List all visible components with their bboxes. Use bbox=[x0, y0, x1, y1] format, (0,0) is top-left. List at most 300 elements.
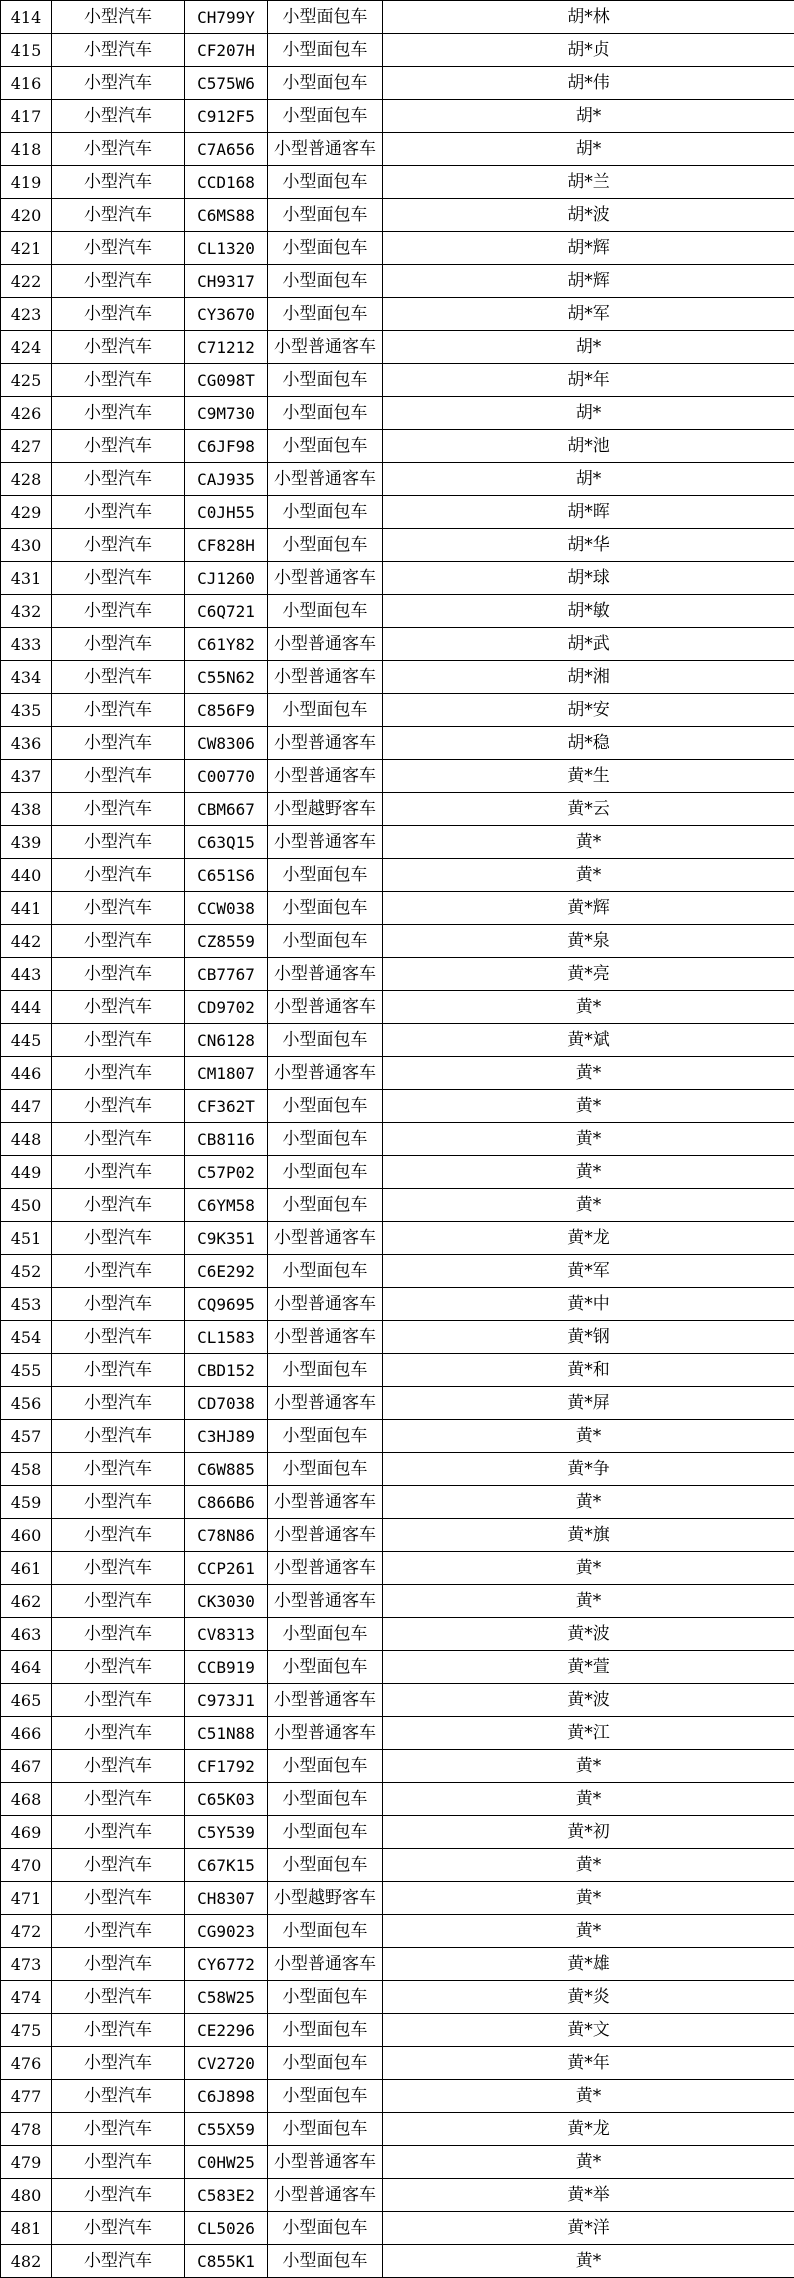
vehicle-category-cell: 小型汽车 bbox=[52, 1057, 185, 1090]
row-number-cell: 467 bbox=[1, 1750, 52, 1783]
table-row bbox=[1, 1882, 794, 1915]
plate-number-cell: C55N62 bbox=[185, 661, 268, 694]
vehicle-category-cell: 小型汽车 bbox=[52, 463, 185, 496]
owner-name-cell: 黄*斌 bbox=[383, 1024, 794, 1057]
vehicle-model-cell: 小型面包车 bbox=[268, 1816, 383, 1849]
plate-number-cell: CH9317 bbox=[185, 265, 268, 298]
row-number-cell: 429 bbox=[1, 496, 52, 529]
table-row bbox=[1, 529, 794, 562]
owner-name-cell: 胡*稳 bbox=[383, 727, 794, 760]
row-number-cell: 473 bbox=[1, 1948, 52, 1981]
vehicle-model-cell: 小型面包车 bbox=[268, 1024, 383, 1057]
table-row bbox=[1, 2146, 794, 2179]
table-row bbox=[1, 1222, 794, 1255]
plate-number-cell: C6MS88 bbox=[185, 199, 268, 232]
plate-number-cell: CL5026 bbox=[185, 2212, 268, 2245]
vehicle-category-cell: 小型汽车 bbox=[52, 1024, 185, 1057]
vehicle-model-cell: 小型面包车 bbox=[268, 1156, 383, 1189]
row-number-cell: 478 bbox=[1, 2113, 52, 2146]
row-number-cell: 423 bbox=[1, 298, 52, 331]
vehicle-model-cell: 小型面包车 bbox=[268, 232, 383, 265]
row-number-cell: 454 bbox=[1, 1321, 52, 1354]
vehicle-category-cell: 小型汽车 bbox=[52, 892, 185, 925]
row-number-cell: 422 bbox=[1, 265, 52, 298]
row-number-cell: 441 bbox=[1, 892, 52, 925]
row-number-cell: 462 bbox=[1, 1585, 52, 1618]
vehicle-model-cell: 小型面包车 bbox=[268, 892, 383, 925]
table-row bbox=[1, 727, 794, 760]
vehicle-model-cell: 小型面包车 bbox=[268, 1783, 383, 1816]
owner-name-cell: 黄* bbox=[383, 1156, 794, 1189]
plate-number-cell: CV2720 bbox=[185, 2047, 268, 2080]
vehicle-category-cell: 小型汽车 bbox=[52, 331, 185, 364]
vehicle-model-cell: 小型面包车 bbox=[268, 2014, 383, 2047]
vehicle-model-cell: 小型普通客车 bbox=[268, 463, 383, 496]
owner-name-cell: 黄*和 bbox=[383, 1354, 794, 1387]
table-row bbox=[1, 1948, 794, 1981]
table-row bbox=[1, 34, 794, 67]
table-row bbox=[1, 496, 794, 529]
row-number-cell: 427 bbox=[1, 430, 52, 463]
vehicle-category-cell: 小型汽车 bbox=[52, 265, 185, 298]
vehicle-category-cell: 小型汽车 bbox=[52, 1585, 185, 1618]
vehicle-model-cell: 小型面包车 bbox=[268, 496, 383, 529]
row-number-cell: 475 bbox=[1, 2014, 52, 2047]
vehicle-category-cell: 小型汽车 bbox=[52, 1981, 185, 2014]
table-row bbox=[1, 1486, 794, 1519]
vehicle-model-cell: 小型普通客车 bbox=[268, 661, 383, 694]
plate-number-cell: CE2296 bbox=[185, 2014, 268, 2047]
row-number-cell: 415 bbox=[1, 34, 52, 67]
table-row bbox=[1, 562, 794, 595]
owner-name-cell: 胡*贞 bbox=[383, 34, 794, 67]
vehicle-category-cell: 小型汽车 bbox=[52, 661, 185, 694]
owner-name-cell: 黄*初 bbox=[383, 1816, 794, 1849]
owner-name-cell: 黄* bbox=[383, 2245, 794, 2278]
row-number-cell: 448 bbox=[1, 1123, 52, 1156]
owner-name-cell: 黄* bbox=[383, 1750, 794, 1783]
vehicle-model-cell: 小型面包车 bbox=[268, 1255, 383, 1288]
plate-number-cell: C912F5 bbox=[185, 100, 268, 133]
vehicle-model-cell: 小型面包车 bbox=[268, 1849, 383, 1882]
table-row bbox=[1, 2113, 794, 2146]
owner-name-cell: 胡*武 bbox=[383, 628, 794, 661]
vehicle-model-cell: 小型面包车 bbox=[268, 1915, 383, 1948]
table-row bbox=[1, 628, 794, 661]
vehicle-model-cell: 小型普通客车 bbox=[268, 628, 383, 661]
plate-number-cell: C6J898 bbox=[185, 2080, 268, 2113]
table-row bbox=[1, 463, 794, 496]
plate-number-cell: CH799Y bbox=[185, 1, 268, 34]
row-number-cell: 431 bbox=[1, 562, 52, 595]
row-number-cell: 471 bbox=[1, 1882, 52, 1915]
table-row bbox=[1, 2080, 794, 2113]
owner-name-cell: 黄*中 bbox=[383, 1288, 794, 1321]
table-row bbox=[1, 1684, 794, 1717]
plate-number-cell: CCW038 bbox=[185, 892, 268, 925]
vehicle-model-cell: 小型面包车 bbox=[268, 1090, 383, 1123]
row-number-cell: 457 bbox=[1, 1420, 52, 1453]
plate-number-cell: C57P02 bbox=[185, 1156, 268, 1189]
plate-number-cell: CBD152 bbox=[185, 1354, 268, 1387]
vehicle-category-cell: 小型汽车 bbox=[52, 694, 185, 727]
owner-name-cell: 黄*龙 bbox=[383, 1222, 794, 1255]
vehicle-category-cell: 小型汽车 bbox=[52, 1, 185, 34]
owner-name-cell: 胡* bbox=[383, 100, 794, 133]
table-row bbox=[1, 364, 794, 397]
vehicle-category-cell: 小型汽车 bbox=[52, 1783, 185, 1816]
plate-number-cell: CB8116 bbox=[185, 1123, 268, 1156]
table-row bbox=[1, 793, 794, 826]
table-row bbox=[1, 397, 794, 430]
owner-name-cell: 胡*年 bbox=[383, 364, 794, 397]
row-number-cell: 447 bbox=[1, 1090, 52, 1123]
table-row bbox=[1, 1816, 794, 1849]
plate-number-cell: CZ8559 bbox=[185, 925, 268, 958]
vehicle-category-cell: 小型汽车 bbox=[52, 1849, 185, 1882]
table-row bbox=[1, 859, 794, 892]
table-row bbox=[1, 1123, 794, 1156]
plate-number-cell: C63Q15 bbox=[185, 826, 268, 859]
vehicle-model-cell: 小型面包车 bbox=[268, 694, 383, 727]
owner-name-cell: 胡* bbox=[383, 133, 794, 166]
vehicle-model-cell: 小型面包车 bbox=[268, 859, 383, 892]
owner-name-cell: 黄*炎 bbox=[383, 1981, 794, 2014]
table-row bbox=[1, 2212, 794, 2245]
owner-name-cell: 黄* bbox=[383, 1420, 794, 1453]
row-number-cell: 433 bbox=[1, 628, 52, 661]
table-row bbox=[1, 1618, 794, 1651]
plate-number-cell: CL1320 bbox=[185, 232, 268, 265]
vehicle-model-cell: 小型面包车 bbox=[268, 166, 383, 199]
row-number-cell: 437 bbox=[1, 760, 52, 793]
vehicle-category-cell: 小型汽车 bbox=[52, 1453, 185, 1486]
row-number-cell: 472 bbox=[1, 1915, 52, 1948]
row-number-cell: 455 bbox=[1, 1354, 52, 1387]
table-row bbox=[1, 1849, 794, 1882]
table-row bbox=[1, 892, 794, 925]
plate-number-cell: CH8307 bbox=[185, 1882, 268, 1915]
vehicle-category-cell: 小型汽车 bbox=[52, 727, 185, 760]
vehicle-category-cell: 小型汽车 bbox=[52, 1915, 185, 1948]
vehicle-category-cell: 小型汽车 bbox=[52, 1684, 185, 1717]
owner-name-cell: 黄*争 bbox=[383, 1453, 794, 1486]
vehicle-category-cell: 小型汽车 bbox=[52, 2179, 185, 2212]
plate-number-cell: CCP261 bbox=[185, 1552, 268, 1585]
table-row bbox=[1, 661, 794, 694]
vehicle-model-cell: 小型面包车 bbox=[268, 2080, 383, 2113]
owner-name-cell: 胡*安 bbox=[383, 694, 794, 727]
owner-name-cell: 黄* bbox=[383, 1057, 794, 1090]
owner-name-cell: 黄* bbox=[383, 1783, 794, 1816]
vehicle-category-cell: 小型汽车 bbox=[52, 67, 185, 100]
row-number-cell: 465 bbox=[1, 1684, 52, 1717]
row-number-cell: 482 bbox=[1, 2245, 52, 2278]
table-row bbox=[1, 925, 794, 958]
owner-name-cell: 黄* bbox=[383, 826, 794, 859]
vehicle-model-cell: 小型普通客车 bbox=[268, 1486, 383, 1519]
row-number-cell: 425 bbox=[1, 364, 52, 397]
row-number-cell: 463 bbox=[1, 1618, 52, 1651]
plate-number-cell: C651S6 bbox=[185, 859, 268, 892]
row-number-cell: 453 bbox=[1, 1288, 52, 1321]
owner-name-cell: 黄* bbox=[383, 2080, 794, 2113]
row-number-cell: 444 bbox=[1, 991, 52, 1024]
vehicle-model-cell: 小型面包车 bbox=[268, 1750, 383, 1783]
plate-number-cell: CK3030 bbox=[185, 1585, 268, 1618]
plate-number-cell: C866B6 bbox=[185, 1486, 268, 1519]
owner-name-cell: 黄* bbox=[383, 1849, 794, 1882]
vehicle-model-cell: 小型面包车 bbox=[268, 67, 383, 100]
plate-number-cell: C583E2 bbox=[185, 2179, 268, 2212]
owner-name-cell: 黄*军 bbox=[383, 1255, 794, 1288]
owner-name-cell: 黄* bbox=[383, 1189, 794, 1222]
vehicle-model-cell: 小型面包车 bbox=[268, 1981, 383, 2014]
vehicle-category-cell: 小型汽车 bbox=[52, 2113, 185, 2146]
vehicle-category-cell: 小型汽车 bbox=[52, 430, 185, 463]
vehicle-category-cell: 小型汽车 bbox=[52, 298, 185, 331]
plate-number-cell: C51N88 bbox=[185, 1717, 268, 1750]
vehicle-model-cell: 小型普通客车 bbox=[268, 1387, 383, 1420]
vehicle-category-cell: 小型汽车 bbox=[52, 100, 185, 133]
vehicle-category-cell: 小型汽车 bbox=[52, 166, 185, 199]
vehicle-model-cell: 小型普通客车 bbox=[268, 1717, 383, 1750]
vehicle-category-cell: 小型汽车 bbox=[52, 133, 185, 166]
vehicle-model-cell: 小型普通客车 bbox=[268, 958, 383, 991]
row-number-cell: 466 bbox=[1, 1717, 52, 1750]
row-number-cell: 436 bbox=[1, 727, 52, 760]
plate-number-cell: CF1792 bbox=[185, 1750, 268, 1783]
plate-number-cell: C65K03 bbox=[185, 1783, 268, 1816]
vehicle-model-cell: 小型面包车 bbox=[268, 1354, 383, 1387]
table-row bbox=[1, 298, 794, 331]
plate-number-cell: CCB919 bbox=[185, 1651, 268, 1684]
plate-number-cell: C00770 bbox=[185, 760, 268, 793]
table-row bbox=[1, 1453, 794, 1486]
row-number-cell: 428 bbox=[1, 463, 52, 496]
table-row bbox=[1, 1156, 794, 1189]
vehicle-category-cell: 小型汽车 bbox=[52, 1189, 185, 1222]
owner-name-cell: 黄* bbox=[383, 1585, 794, 1618]
table-row bbox=[1, 1387, 794, 1420]
vehicle-category-cell: 小型汽车 bbox=[52, 2014, 185, 2047]
vehicle-model-cell: 小型越野客车 bbox=[268, 1882, 383, 1915]
table-row bbox=[1, 100, 794, 133]
plate-number-cell: C855K1 bbox=[185, 2245, 268, 2278]
vehicle-category-cell: 小型汽车 bbox=[52, 1090, 185, 1123]
vehicle-model-cell: 小型面包车 bbox=[268, 2047, 383, 2080]
plate-number-cell: C6W885 bbox=[185, 1453, 268, 1486]
table-row bbox=[1, 1321, 794, 1354]
plate-number-cell: CCD168 bbox=[185, 166, 268, 199]
vehicle-model-cell: 小型普通客车 bbox=[268, 133, 383, 166]
table-row bbox=[1, 1057, 794, 1090]
table-row bbox=[1, 595, 794, 628]
plate-number-cell: C856F9 bbox=[185, 694, 268, 727]
plate-number-cell: C61Y82 bbox=[185, 628, 268, 661]
row-number-cell: 451 bbox=[1, 1222, 52, 1255]
vehicle-category-cell: 小型汽车 bbox=[52, 2146, 185, 2179]
row-number-cell: 468 bbox=[1, 1783, 52, 1816]
table-row bbox=[1, 232, 794, 265]
table-row bbox=[1, 2014, 794, 2047]
table-row bbox=[1, 1915, 794, 1948]
vehicle-model-cell: 小型面包车 bbox=[268, 2113, 383, 2146]
plate-number-cell: CG9023 bbox=[185, 1915, 268, 1948]
vehicle-category-cell: 小型汽车 bbox=[52, 1288, 185, 1321]
owner-name-cell: 黄*钢 bbox=[383, 1321, 794, 1354]
plate-number-cell: CY3670 bbox=[185, 298, 268, 331]
owner-name-cell: 胡*辉 bbox=[383, 265, 794, 298]
vehicle-model-cell: 小型普通客车 bbox=[268, 991, 383, 1024]
vehicle-model-cell: 小型面包车 bbox=[268, 1189, 383, 1222]
row-number-cell: 438 bbox=[1, 793, 52, 826]
vehicle-category-cell: 小型汽车 bbox=[52, 34, 185, 67]
owner-name-cell: 胡*辉 bbox=[383, 232, 794, 265]
owner-name-cell: 黄*屏 bbox=[383, 1387, 794, 1420]
vehicle-category-cell: 小型汽车 bbox=[52, 2080, 185, 2113]
vehicle-category-cell: 小型汽车 bbox=[52, 1948, 185, 1981]
vehicle-category-cell: 小型汽车 bbox=[52, 991, 185, 1024]
plate-number-cell: C5Y539 bbox=[185, 1816, 268, 1849]
row-number-cell: 442 bbox=[1, 925, 52, 958]
vehicle-category-cell: 小型汽车 bbox=[52, 1882, 185, 1915]
row-number-cell: 450 bbox=[1, 1189, 52, 1222]
vehicle-category-cell: 小型汽车 bbox=[52, 364, 185, 397]
vehicle-model-cell: 小型越野客车 bbox=[268, 793, 383, 826]
plate-number-cell: CG098T bbox=[185, 364, 268, 397]
vehicle-category-cell: 小型汽车 bbox=[52, 1486, 185, 1519]
table-row bbox=[1, 1585, 794, 1618]
row-number-cell: 420 bbox=[1, 199, 52, 232]
plate-number-cell: C78N86 bbox=[185, 1519, 268, 1552]
table-row bbox=[1, 1717, 794, 1750]
vehicle-category-cell: 小型汽车 bbox=[52, 1222, 185, 1255]
vehicle-category-cell: 小型汽车 bbox=[52, 826, 185, 859]
table-row bbox=[1, 166, 794, 199]
table-row bbox=[1, 694, 794, 727]
plate-number-cell: C9K351 bbox=[185, 1222, 268, 1255]
plate-number-cell: C3HJ89 bbox=[185, 1420, 268, 1453]
vehicle-model-cell: 小型面包车 bbox=[268, 1453, 383, 1486]
table-row bbox=[1, 1354, 794, 1387]
vehicle-model-cell: 小型普通客车 bbox=[268, 1552, 383, 1585]
vehicle-category-cell: 小型汽车 bbox=[52, 2047, 185, 2080]
table-row bbox=[1, 1651, 794, 1684]
plate-number-cell: C973J1 bbox=[185, 1684, 268, 1717]
vehicle-category-cell: 小型汽车 bbox=[52, 1552, 185, 1585]
vehicle-category-cell: 小型汽车 bbox=[52, 793, 185, 826]
owner-name-cell: 黄*龙 bbox=[383, 2113, 794, 2146]
vehicle-model-cell: 小型面包车 bbox=[268, 397, 383, 430]
vehicle-model-cell: 小型普通客车 bbox=[268, 727, 383, 760]
owner-name-cell: 黄* bbox=[383, 1090, 794, 1123]
vehicle-model-cell: 小型面包车 bbox=[268, 595, 383, 628]
table-row bbox=[1, 958, 794, 991]
vehicle-category-cell: 小型汽车 bbox=[52, 1156, 185, 1189]
vehicle-model-cell: 小型面包车 bbox=[268, 1420, 383, 1453]
owner-name-cell: 黄*波 bbox=[383, 1618, 794, 1651]
vehicle-category-cell: 小型汽车 bbox=[52, 628, 185, 661]
plate-number-cell: C0HW25 bbox=[185, 2146, 268, 2179]
table-row bbox=[1, 1024, 794, 1057]
row-number-cell: 417 bbox=[1, 100, 52, 133]
owner-name-cell: 黄*亮 bbox=[383, 958, 794, 991]
plate-number-cell: CV8313 bbox=[185, 1618, 268, 1651]
vehicle-category-cell: 小型汽车 bbox=[52, 595, 185, 628]
owner-name-cell: 胡*伟 bbox=[383, 67, 794, 100]
vehicle-category-cell: 小型汽车 bbox=[52, 1420, 185, 1453]
vehicle-category-cell: 小型汽车 bbox=[52, 1387, 185, 1420]
vehicle-model-cell: 小型面包车 bbox=[268, 364, 383, 397]
plate-number-cell: C6Q721 bbox=[185, 595, 268, 628]
vehicle-model-cell: 小型普通客车 bbox=[268, 1585, 383, 1618]
plate-number-cell: C55X59 bbox=[185, 2113, 268, 2146]
row-number-cell: 432 bbox=[1, 595, 52, 628]
row-number-cell: 481 bbox=[1, 2212, 52, 2245]
table-row bbox=[1, 1255, 794, 1288]
row-number-cell: 459 bbox=[1, 1486, 52, 1519]
owner-name-cell: 黄* bbox=[383, 2146, 794, 2179]
plate-number-cell: CL1583 bbox=[185, 1321, 268, 1354]
row-number-cell: 479 bbox=[1, 2146, 52, 2179]
plate-number-cell: CQ9695 bbox=[185, 1288, 268, 1321]
row-number-cell: 469 bbox=[1, 1816, 52, 1849]
vehicle-category-cell: 小型汽车 bbox=[52, 562, 185, 595]
owner-name-cell: 黄*年 bbox=[383, 2047, 794, 2080]
owner-name-cell: 胡*池 bbox=[383, 430, 794, 463]
owner-name-cell: 黄*举 bbox=[383, 2179, 794, 2212]
plate-number-cell: CB7767 bbox=[185, 958, 268, 991]
row-number-cell: 477 bbox=[1, 2080, 52, 2113]
vehicle-category-cell: 小型汽车 bbox=[52, 2212, 185, 2245]
owner-name-cell: 黄*萱 bbox=[383, 1651, 794, 1684]
vehicle-category-cell: 小型汽车 bbox=[52, 1618, 185, 1651]
vehicle-category-cell: 小型汽车 bbox=[52, 760, 185, 793]
vehicle-category-cell: 小型汽车 bbox=[52, 925, 185, 958]
vehicle-model-cell: 小型面包车 bbox=[268, 2212, 383, 2245]
table-row bbox=[1, 1288, 794, 1321]
table-row bbox=[1, 133, 794, 166]
owner-name-cell: 黄*雄 bbox=[383, 1948, 794, 1981]
owner-name-cell: 黄* bbox=[383, 1882, 794, 1915]
owner-name-cell: 胡*敏 bbox=[383, 595, 794, 628]
vehicle-model-cell: 小型普通客车 bbox=[268, 1057, 383, 1090]
table-row bbox=[1, 826, 794, 859]
owner-name-cell: 胡*华 bbox=[383, 529, 794, 562]
row-number-cell: 480 bbox=[1, 2179, 52, 2212]
table-row bbox=[1, 430, 794, 463]
owner-name-cell: 胡*军 bbox=[383, 298, 794, 331]
table-row bbox=[1, 1783, 794, 1816]
owner-name-cell: 黄*江 bbox=[383, 1717, 794, 1750]
table-body bbox=[1, 1, 794, 2278]
vehicle-model-cell: 小型面包车 bbox=[268, 529, 383, 562]
vehicle-model-cell: 小型普通客车 bbox=[268, 1519, 383, 1552]
owner-name-cell: 黄*云 bbox=[383, 793, 794, 826]
vehicle-category-cell: 小型汽车 bbox=[52, 496, 185, 529]
table-row bbox=[1, 265, 794, 298]
vehicle-model-cell: 小型普通客车 bbox=[268, 826, 383, 859]
plate-number-cell: CAJ935 bbox=[185, 463, 268, 496]
vehicle-model-cell: 小型普通客车 bbox=[268, 1222, 383, 1255]
vehicle-model-cell: 小型普通客车 bbox=[268, 1321, 383, 1354]
owner-name-cell: 胡* bbox=[383, 397, 794, 430]
plate-number-cell: CM1807 bbox=[185, 1057, 268, 1090]
owner-name-cell: 胡*球 bbox=[383, 562, 794, 595]
vehicle-category-cell: 小型汽车 bbox=[52, 1255, 185, 1288]
row-number-cell: 449 bbox=[1, 1156, 52, 1189]
